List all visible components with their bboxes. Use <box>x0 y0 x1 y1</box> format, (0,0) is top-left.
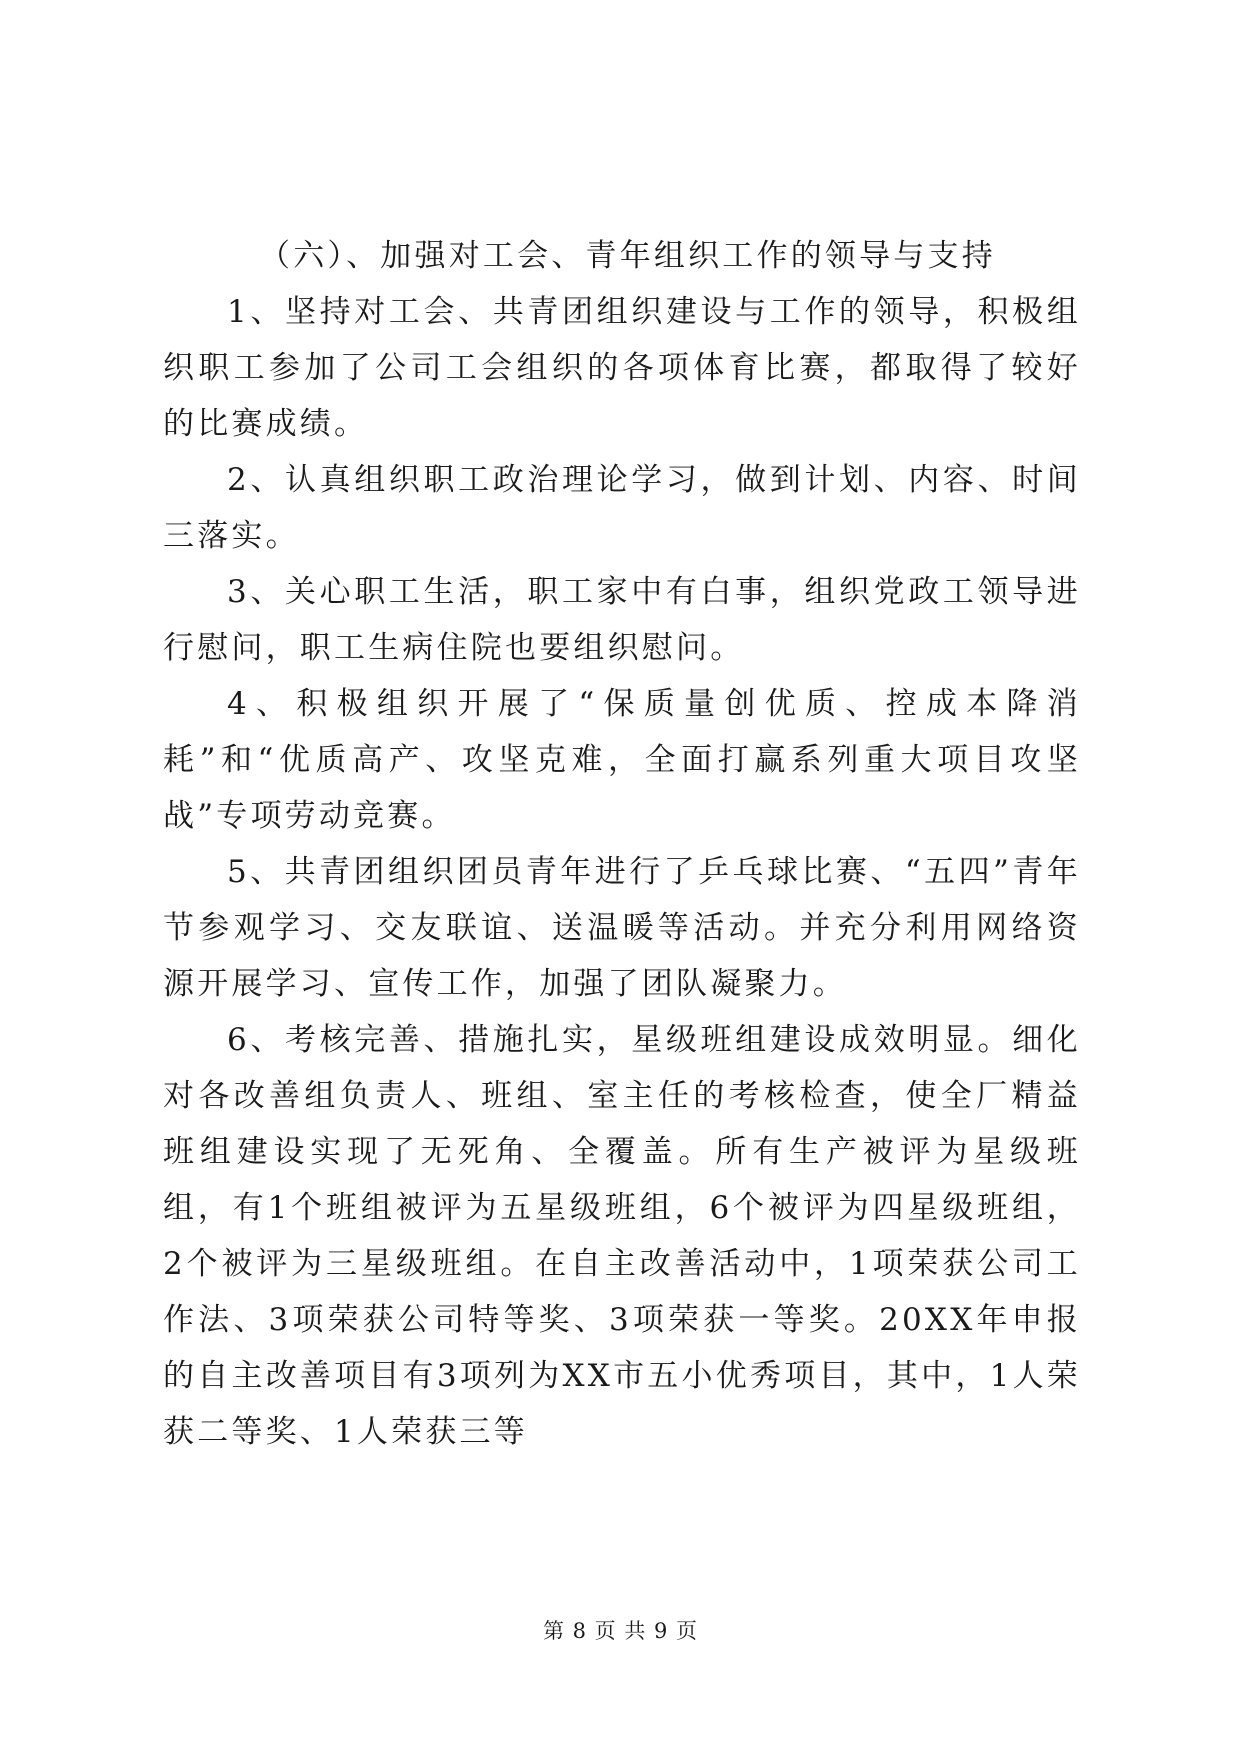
paragraph-2: 2、认真组织职工政治理论学习，做到计划、内容、时间三落实。 <box>163 462 1081 554</box>
paragraph-4: 4、积极组织开展了“保质量创优质、控成本降消耗”和“优质高产、攻坚克难，全面打赢系列重大项目攻坚战”专项劳动竞赛。 <box>163 686 1081 834</box>
paragraph-5: 5、共青团组织团员青年进行了乒乓球比赛、“五四”青年节参观学习、交友联谊、送温暖等活动。并充分利用网络资源开展学习、宣传工作，加强了团队凝聚力。 <box>163 854 1081 1002</box>
document-body <box>163 228 1081 1460</box>
section-heading: （六）、加强对工会、青年组织工作的领导与支持 <box>259 238 996 274</box>
page-number-footer: 第 8 页 共 9 页 <box>542 1619 699 1643</box>
paragraph-6: 6、考核完善、措施扎实，星级班组建设成效明显。细化对各改善组负责人、班组、室主任的考核检查，使全厂精益班组建设实现了无死角、全覆盖。所有生产被评为星级班组，有1个班组被评为五星级班组，6个被评为四星级班组，2个被评为三星级班组。在自主改善活动中，1项荣获公司工作法、3项荣获公司特等奖、3项荣获一等奖。20XX年申报的自主改善项目有3项列为XX市五小优秀项目，其中，1人荣获二等奖、1人荣获三等 <box>163 1022 1081 1450</box>
paragraph-3: 3、关心职工生活，职工家中有白事，组织党政工领导进行慰问，职工生病住院也要组织慰问。 <box>163 574 1081 666</box>
paragraph-1: 1、坚持对工会、共青团组织建设与工作的领导，积极组织职工参加了公司工会组织的各项体育比赛，都取得了较好的比赛成绩。 <box>163 294 1081 442</box>
